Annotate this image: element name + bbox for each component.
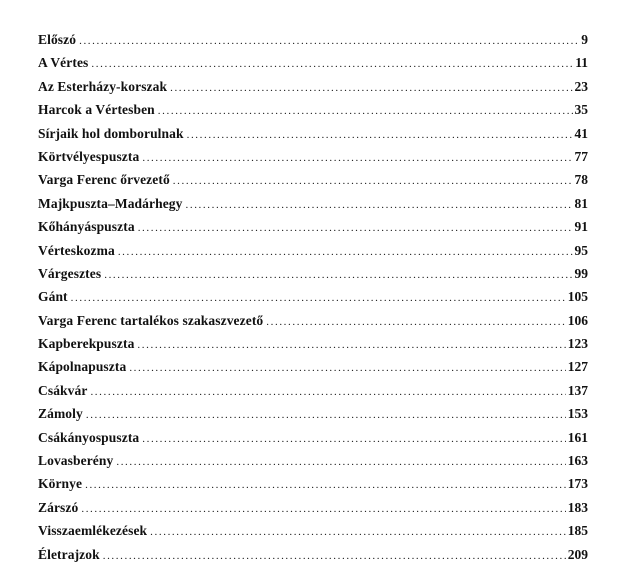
toc-dot-leader bbox=[142, 147, 572, 170]
toc-dot-leader bbox=[85, 474, 566, 497]
toc-entry-page: 127 bbox=[567, 359, 588, 375]
toc-dot-leader bbox=[129, 357, 565, 380]
toc-entry bbox=[38, 519, 588, 542]
toc-entry-page: 9 bbox=[581, 32, 588, 47]
toc-dot-leader bbox=[186, 194, 573, 217]
toc-entry-title: Kápolnapuszta bbox=[38, 359, 127, 375]
toc-entry-title: Körtvélyespuszta bbox=[38, 148, 140, 164]
toc-entry bbox=[38, 449, 588, 472]
toc-entry bbox=[38, 215, 588, 238]
toc-entry-page: 183 bbox=[567, 499, 588, 515]
toc-entry bbox=[38, 75, 588, 98]
toc-dot-leader bbox=[91, 53, 573, 76]
toc-dot-leader bbox=[266, 311, 565, 334]
toc-entry-title: Varga Ferenc tartalékos szakaszvezető bbox=[38, 312, 264, 328]
toc-entry bbox=[38, 402, 588, 425]
toc-entry bbox=[38, 496, 588, 519]
toc-dot-leader bbox=[138, 217, 573, 240]
toc-entry-page: 35 bbox=[574, 102, 588, 118]
toc-dot-leader bbox=[71, 287, 566, 310]
toc-entry-title: Majkpuszta–Madárhegy bbox=[38, 195, 183, 211]
toc-entry bbox=[38, 426, 588, 449]
toc-dot-leader bbox=[81, 498, 565, 521]
toc-entry-page: 163 bbox=[567, 453, 588, 469]
toc-entry-title: Lovasberény bbox=[38, 453, 114, 469]
toc-entry-title: Előszó bbox=[38, 32, 77, 47]
toc-entry-title: Gánt bbox=[38, 289, 68, 305]
toc-entry-page: 91 bbox=[574, 219, 588, 235]
toc-entry bbox=[38, 332, 588, 355]
toc-entry-title: Sírjaik hol domborulnak bbox=[38, 125, 184, 141]
toc-entry-page: 99 bbox=[574, 265, 588, 281]
toc-dot-leader bbox=[158, 100, 573, 123]
toc-entry bbox=[38, 51, 588, 74]
toc-entry-title: Csákvár bbox=[38, 382, 88, 398]
toc-entry bbox=[38, 168, 588, 191]
table-of-contents bbox=[38, 28, 588, 566]
toc-entry bbox=[38, 309, 588, 332]
toc-entry-title: Az Esterházy-korszak bbox=[38, 78, 168, 94]
toc-entry-page: 41 bbox=[574, 125, 588, 141]
toc-entry-title: Kapberekpuszta bbox=[38, 336, 135, 352]
toc-dot-leader bbox=[118, 241, 573, 264]
toc-entry-title: Visszaemlékezések bbox=[38, 523, 148, 539]
toc-entry-title: A Vértes bbox=[38, 55, 89, 71]
toc-entry-page: 81 bbox=[574, 195, 588, 211]
toc-entry-page: 23 bbox=[574, 78, 588, 94]
toc-entry-title: Környe bbox=[38, 476, 83, 492]
toc-entry-page: 106 bbox=[567, 312, 588, 328]
toc-dot-leader bbox=[170, 77, 572, 100]
toc-entry-title: Harcok a Vértesben bbox=[38, 102, 155, 118]
toc-entry bbox=[38, 285, 588, 308]
toc-entry-title: Csákányospuszta bbox=[38, 429, 140, 445]
toc-dot-leader bbox=[187, 124, 573, 147]
toc-dot-leader bbox=[173, 170, 573, 193]
toc-entry-title: Kőhányáspuszta bbox=[38, 219, 135, 235]
toc-dot-leader bbox=[90, 381, 565, 404]
toc-entry-page: 11 bbox=[575, 55, 588, 71]
toc-entry bbox=[38, 98, 588, 121]
toc-entry-page: 209 bbox=[567, 546, 588, 562]
toc-dot-leader bbox=[150, 521, 566, 544]
toc-dot-leader bbox=[103, 545, 566, 568]
toc-entry-page: 77 bbox=[574, 148, 588, 164]
toc-entry bbox=[38, 192, 588, 215]
toc-entry-page: 161 bbox=[567, 429, 588, 445]
toc-entry-title: Zámoly bbox=[38, 406, 83, 422]
toc-dot-leader bbox=[142, 428, 565, 451]
toc-dot-leader bbox=[86, 404, 566, 427]
toc-entry-page: 95 bbox=[574, 242, 588, 258]
toc-dot-leader bbox=[104, 264, 572, 287]
toc-entry-page: 153 bbox=[567, 406, 588, 422]
toc-entry bbox=[38, 122, 588, 145]
toc-entry-page: 173 bbox=[567, 476, 588, 492]
toc-entry bbox=[38, 28, 588, 51]
toc-entry bbox=[38, 472, 588, 495]
toc-entry-title: Vérteskozma bbox=[38, 242, 115, 258]
toc-entry-title: Varga Ferenc őrvezető bbox=[38, 172, 170, 188]
toc-entry-title: Életrajzok bbox=[38, 546, 100, 562]
toc-entry bbox=[38, 355, 588, 378]
toc-dot-leader bbox=[79, 30, 579, 53]
toc-entry-page: 78 bbox=[574, 172, 588, 188]
toc-entry-page: 185 bbox=[567, 523, 588, 539]
toc-entry bbox=[38, 262, 588, 285]
toc-entry-title: Várgesztes bbox=[38, 265, 102, 281]
toc-dot-leader bbox=[137, 334, 565, 357]
toc-entry bbox=[38, 543, 588, 566]
toc-entry-page: 137 bbox=[567, 382, 588, 398]
toc-entry bbox=[38, 379, 588, 402]
toc-entry bbox=[38, 239, 588, 262]
toc-entry-page: 123 bbox=[567, 336, 588, 352]
toc-entry bbox=[38, 145, 588, 168]
toc-entry-page: 105 bbox=[567, 289, 588, 305]
toc-entry-title: Zárszó bbox=[38, 499, 79, 515]
toc-dot-leader bbox=[116, 451, 565, 474]
